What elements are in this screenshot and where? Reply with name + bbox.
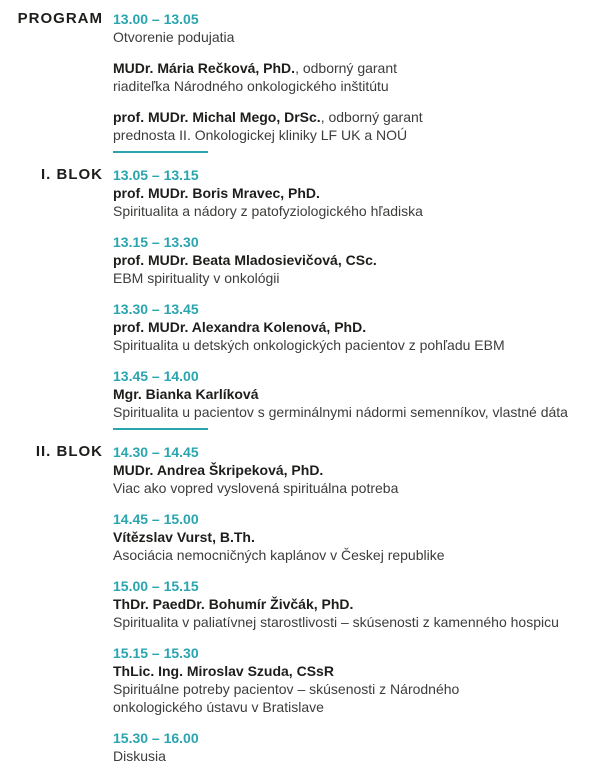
schedule-item: [113, 10, 592, 46]
item-text-line: Diskusia: [113, 748, 166, 764]
time-range: 15.15 – 15.30: [113, 645, 199, 661]
item-text-line: Spirituálne potreby pacientov – skúsenosti z Národného: [113, 681, 460, 697]
item-text-line: prednosta II. Onkologickej kliniky LF UK a NOÚ: [113, 127, 408, 143]
section-divider: [113, 428, 208, 430]
item-text-line: Asociácia nemocničných kaplánov v Českej republike: [113, 547, 445, 563]
time-range: 13.00 – 13.05: [113, 11, 199, 27]
item-text-line: riaditeľka Národného onkologického inštitútu: [113, 78, 389, 94]
section-divider: [113, 151, 208, 153]
section-content: [113, 10, 592, 166]
item-text-line: onkologického ústavu v Bratislave: [113, 699, 324, 715]
speaker-name-bold: prof. MUDr. Boris Mravec, PhD.: [113, 185, 320, 201]
item-text-line: Spiritualita u pacientov s germinálnymi nádormi semenníkov, vlastné dáta: [113, 404, 568, 420]
speaker-name-bold: Mgr. Bianka Karlíková: [113, 386, 259, 402]
item-text-line: EBM spirituality v onkológii: [113, 270, 280, 286]
speaker-name: [113, 662, 592, 680]
schedule-item: [113, 644, 592, 716]
speaker-name-bold: prof. MUDr. Beata Mladosievičová, CSc.: [113, 252, 377, 268]
time-range: 14.30 – 14.45: [113, 444, 199, 460]
time-range: 15.00 – 15.15: [113, 578, 199, 594]
time-range: 13.30 – 13.45: [113, 301, 199, 317]
section-label: I. BLOK: [41, 166, 103, 183]
speaker-name-bold: prof. MUDr. Alexandra Kolenová, PhD.: [113, 319, 367, 335]
speaker-name-bold: prof. MUDr. Michal Mego, DrSc.: [113, 109, 321, 125]
time-range: 13.05 – 13.15: [113, 167, 199, 183]
speaker-name: [113, 59, 592, 77]
schedule-item: [113, 166, 592, 220]
speaker-name: [113, 184, 592, 202]
section-content: [113, 166, 592, 443]
item-text-line: Spiritualita v paliatívnej starostlivosti – skúsenosti z kamenného hospicu: [113, 614, 559, 630]
schedule-item: [113, 59, 592, 95]
speaker-name-bold: ThLic. Ing. Miroslav Szuda, CSsR: [113, 663, 334, 679]
schedule-section: [10, 166, 592, 443]
speaker-name: [113, 385, 592, 403]
schedule-item: [113, 367, 592, 421]
schedule-item: [113, 510, 592, 564]
schedule-item: [113, 233, 592, 287]
speaker-name: [113, 528, 592, 546]
speaker-name-bold: Vítězslav Vurst, B.Th.: [113, 529, 255, 545]
speaker-name-suffix: , odborný garant: [295, 60, 398, 76]
item-text-line: Viac ako vopred vyslovená spirituálna potreba: [113, 480, 399, 496]
schedule-item: [113, 729, 592, 765]
speaker-name-suffix: , odborný garant: [320, 109, 423, 125]
item-text-line: Otvorenie podujatia: [113, 29, 235, 45]
time-range: 14.45 – 15.00: [113, 511, 199, 527]
section-label: PROGRAM: [17, 10, 103, 27]
speaker-name-bold: MUDr. Mária Rečková, PhD.: [113, 60, 296, 76]
schedule-item: [113, 300, 592, 354]
section-content: [113, 443, 592, 765]
speaker-name: [113, 318, 592, 336]
schedule-section: [10, 10, 592, 166]
item-text-line: Spiritualita a nádory z patofyziologického hľadiska: [113, 203, 423, 219]
schedule-item: [113, 108, 592, 144]
speaker-name-bold: ThDr. PaedDr. Bohumír Živčák, PhD.: [113, 596, 354, 612]
time-range: 13.45 – 14.00: [113, 368, 199, 384]
time-range: 13.15 – 13.30: [113, 234, 199, 250]
speaker-name: [113, 251, 592, 269]
schedule-section: [10, 443, 592, 765]
schedule-item: [113, 577, 592, 631]
speaker-name-bold: MUDr. Andrea Škripeková, PhD.: [113, 462, 324, 478]
section-label: II. BLOK: [35, 443, 103, 460]
item-text-line: Spiritualita u detských onkologických pacientov z pohľadu EBM: [113, 337, 505, 353]
speaker-name: [113, 461, 592, 479]
time-range: 15.30 – 16.00: [113, 730, 199, 746]
speaker-name: [113, 108, 592, 126]
schedule-item: [113, 443, 592, 497]
speaker-name: [113, 595, 592, 613]
